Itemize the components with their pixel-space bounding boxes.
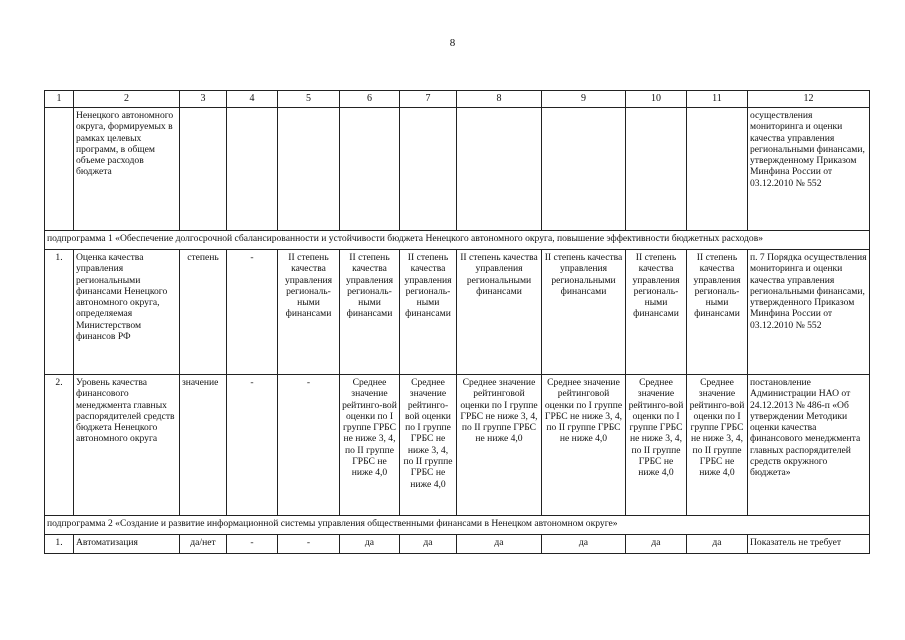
row-number: 1.: [45, 535, 74, 554]
row-number: 1.: [45, 250, 74, 375]
column-number: 6: [340, 91, 400, 108]
value-cell: да: [400, 535, 457, 554]
indicators-table: [44, 90, 870, 554]
subprogram-1-title: подпрограмма 1 «Обеспечение долгосрочной сбалансированности и устойчивости бюджета Ненецкого автономного округа, повышение эффективности бюджетных расходов»: [45, 231, 870, 250]
value-cell: -: [278, 535, 340, 554]
value-cell: II степень качества управления региональ-ными финансами: [687, 250, 748, 375]
table-cell: [180, 108, 227, 231]
unit-cell: степень: [180, 250, 227, 375]
value-cell: II степень качества управления региональ-ными финансами: [340, 250, 400, 375]
table-cell: [227, 108, 278, 231]
table-cell: [457, 108, 542, 231]
table-cell: [340, 108, 400, 231]
value-cell: II степень качества управления региональными финансами: [457, 250, 542, 375]
subprogram-row: [45, 516, 870, 535]
value-cell: да: [626, 535, 687, 554]
value-cell: да: [542, 535, 626, 554]
indicator-source: Показатель не требует: [748, 535, 870, 554]
subprogram-2-title: подпрограмма 2 «Создание и развитие информационной системы управления общественными финансами в Ненецком автономном округе»: [45, 516, 870, 535]
value-cell: Среднее значение рейтинго-вой оценки по I группе ГРБС не ниже 3, 4, по II группе ГРБС не ниже 4,0: [400, 375, 457, 516]
table-cell: [542, 108, 626, 231]
indicator-name: Автоматизация: [74, 535, 180, 554]
indicator-source: осуществления мониторинга и оценки качества управления региональными финансами, утвержденному Приказом Минфина России от 03.12.2010 № 552: [748, 108, 870, 231]
table-cell: [278, 108, 340, 231]
value-cell: Среднее значение рейтинго-вой оценки по I группе ГРБС не ниже 3, 4, по II группе ГРБС не ниже 4,0: [626, 375, 687, 516]
column-number: 5: [278, 91, 340, 108]
column-number: 10: [626, 91, 687, 108]
value-cell: Среднее значение рейтинго-вой оценки по I группе ГРБС не ниже 3, 4, по II группе ГРБС не ниже 4,0: [687, 375, 748, 516]
value-cell: Среднее значение рейтинговой оценки по I группе ГРБС не ниже 3, 4, по II группе ГРБС не ниже 4,0: [542, 375, 626, 516]
value-cell: II степень качества управления региональ-ными финансами: [278, 250, 340, 375]
indicator-name: Уровень качества финансового менеджмента главных распорядителей средств бюджета Ненецкого автономного округа: [74, 375, 180, 516]
column-number-row: [45, 91, 870, 108]
table-cell: [400, 108, 457, 231]
unit-cell: значение: [180, 375, 227, 516]
table-row: [45, 108, 870, 231]
column-number: 1: [45, 91, 74, 108]
table-cell: [45, 108, 74, 231]
table-cell: [626, 108, 687, 231]
column-number: 12: [748, 91, 870, 108]
column-number: 11: [687, 91, 748, 108]
column-number: 7: [400, 91, 457, 108]
value-cell: Среднее значение рейтинго-вой оценки по I группе ГРБС не ниже 3, 4, по II группе ГРБС не ниже 4,0: [340, 375, 400, 516]
value-cell: -: [278, 375, 340, 516]
indicator-source: постановление Администрации НАО от 24.12.2013 № 486-п «Об утверждении Методики оценки качества финансового менеджмента главных распорядителей средств окружного бюджета»: [748, 375, 870, 516]
column-number: 2: [74, 91, 180, 108]
column-number: 8: [457, 91, 542, 108]
value-cell: Среднее значение рейтинговой оценки по I группе ГРБС не ниже 3, 4, по II группе ГРБС не ниже 4,0: [457, 375, 542, 516]
value-cell: -: [227, 375, 278, 516]
subprogram-row: [45, 231, 870, 250]
value-cell: да: [687, 535, 748, 554]
column-number: 4: [227, 91, 278, 108]
table-row: [45, 535, 870, 554]
value-cell: да: [457, 535, 542, 554]
row-number: 2.: [45, 375, 74, 516]
value-cell: II степень качества управления региональными финансами: [542, 250, 626, 375]
table-row: [45, 250, 870, 375]
page-number: 8: [449, 37, 456, 49]
indicator-source: п. 7 Порядка осуществления мониторинга и оценки качества управления региональными финансами, утвержденного Приказом Минфина России от 03.12.2010 № 552: [748, 250, 870, 375]
indicator-name: Оценка качества управления региональными финансами Ненецкого автономного округа, определяемая Министерством финансов РФ: [74, 250, 180, 375]
value-cell: II степень качества управления региональ-ными финансами: [400, 250, 457, 375]
unit-cell: да/нет: [180, 535, 227, 554]
value-cell: -: [227, 535, 278, 554]
column-number: 3: [180, 91, 227, 108]
indicator-name: Ненецкого автономного округа, формируемых в рамках целевых программ, в общем объеме расходов бюджета: [74, 108, 180, 231]
table-cell: [687, 108, 748, 231]
value-cell: II степень качества управления региональ-ными финансами: [626, 250, 687, 375]
value-cell: да: [340, 535, 400, 554]
column-number: 9: [542, 91, 626, 108]
table-row: [45, 375, 870, 516]
value-cell: -: [227, 250, 278, 375]
